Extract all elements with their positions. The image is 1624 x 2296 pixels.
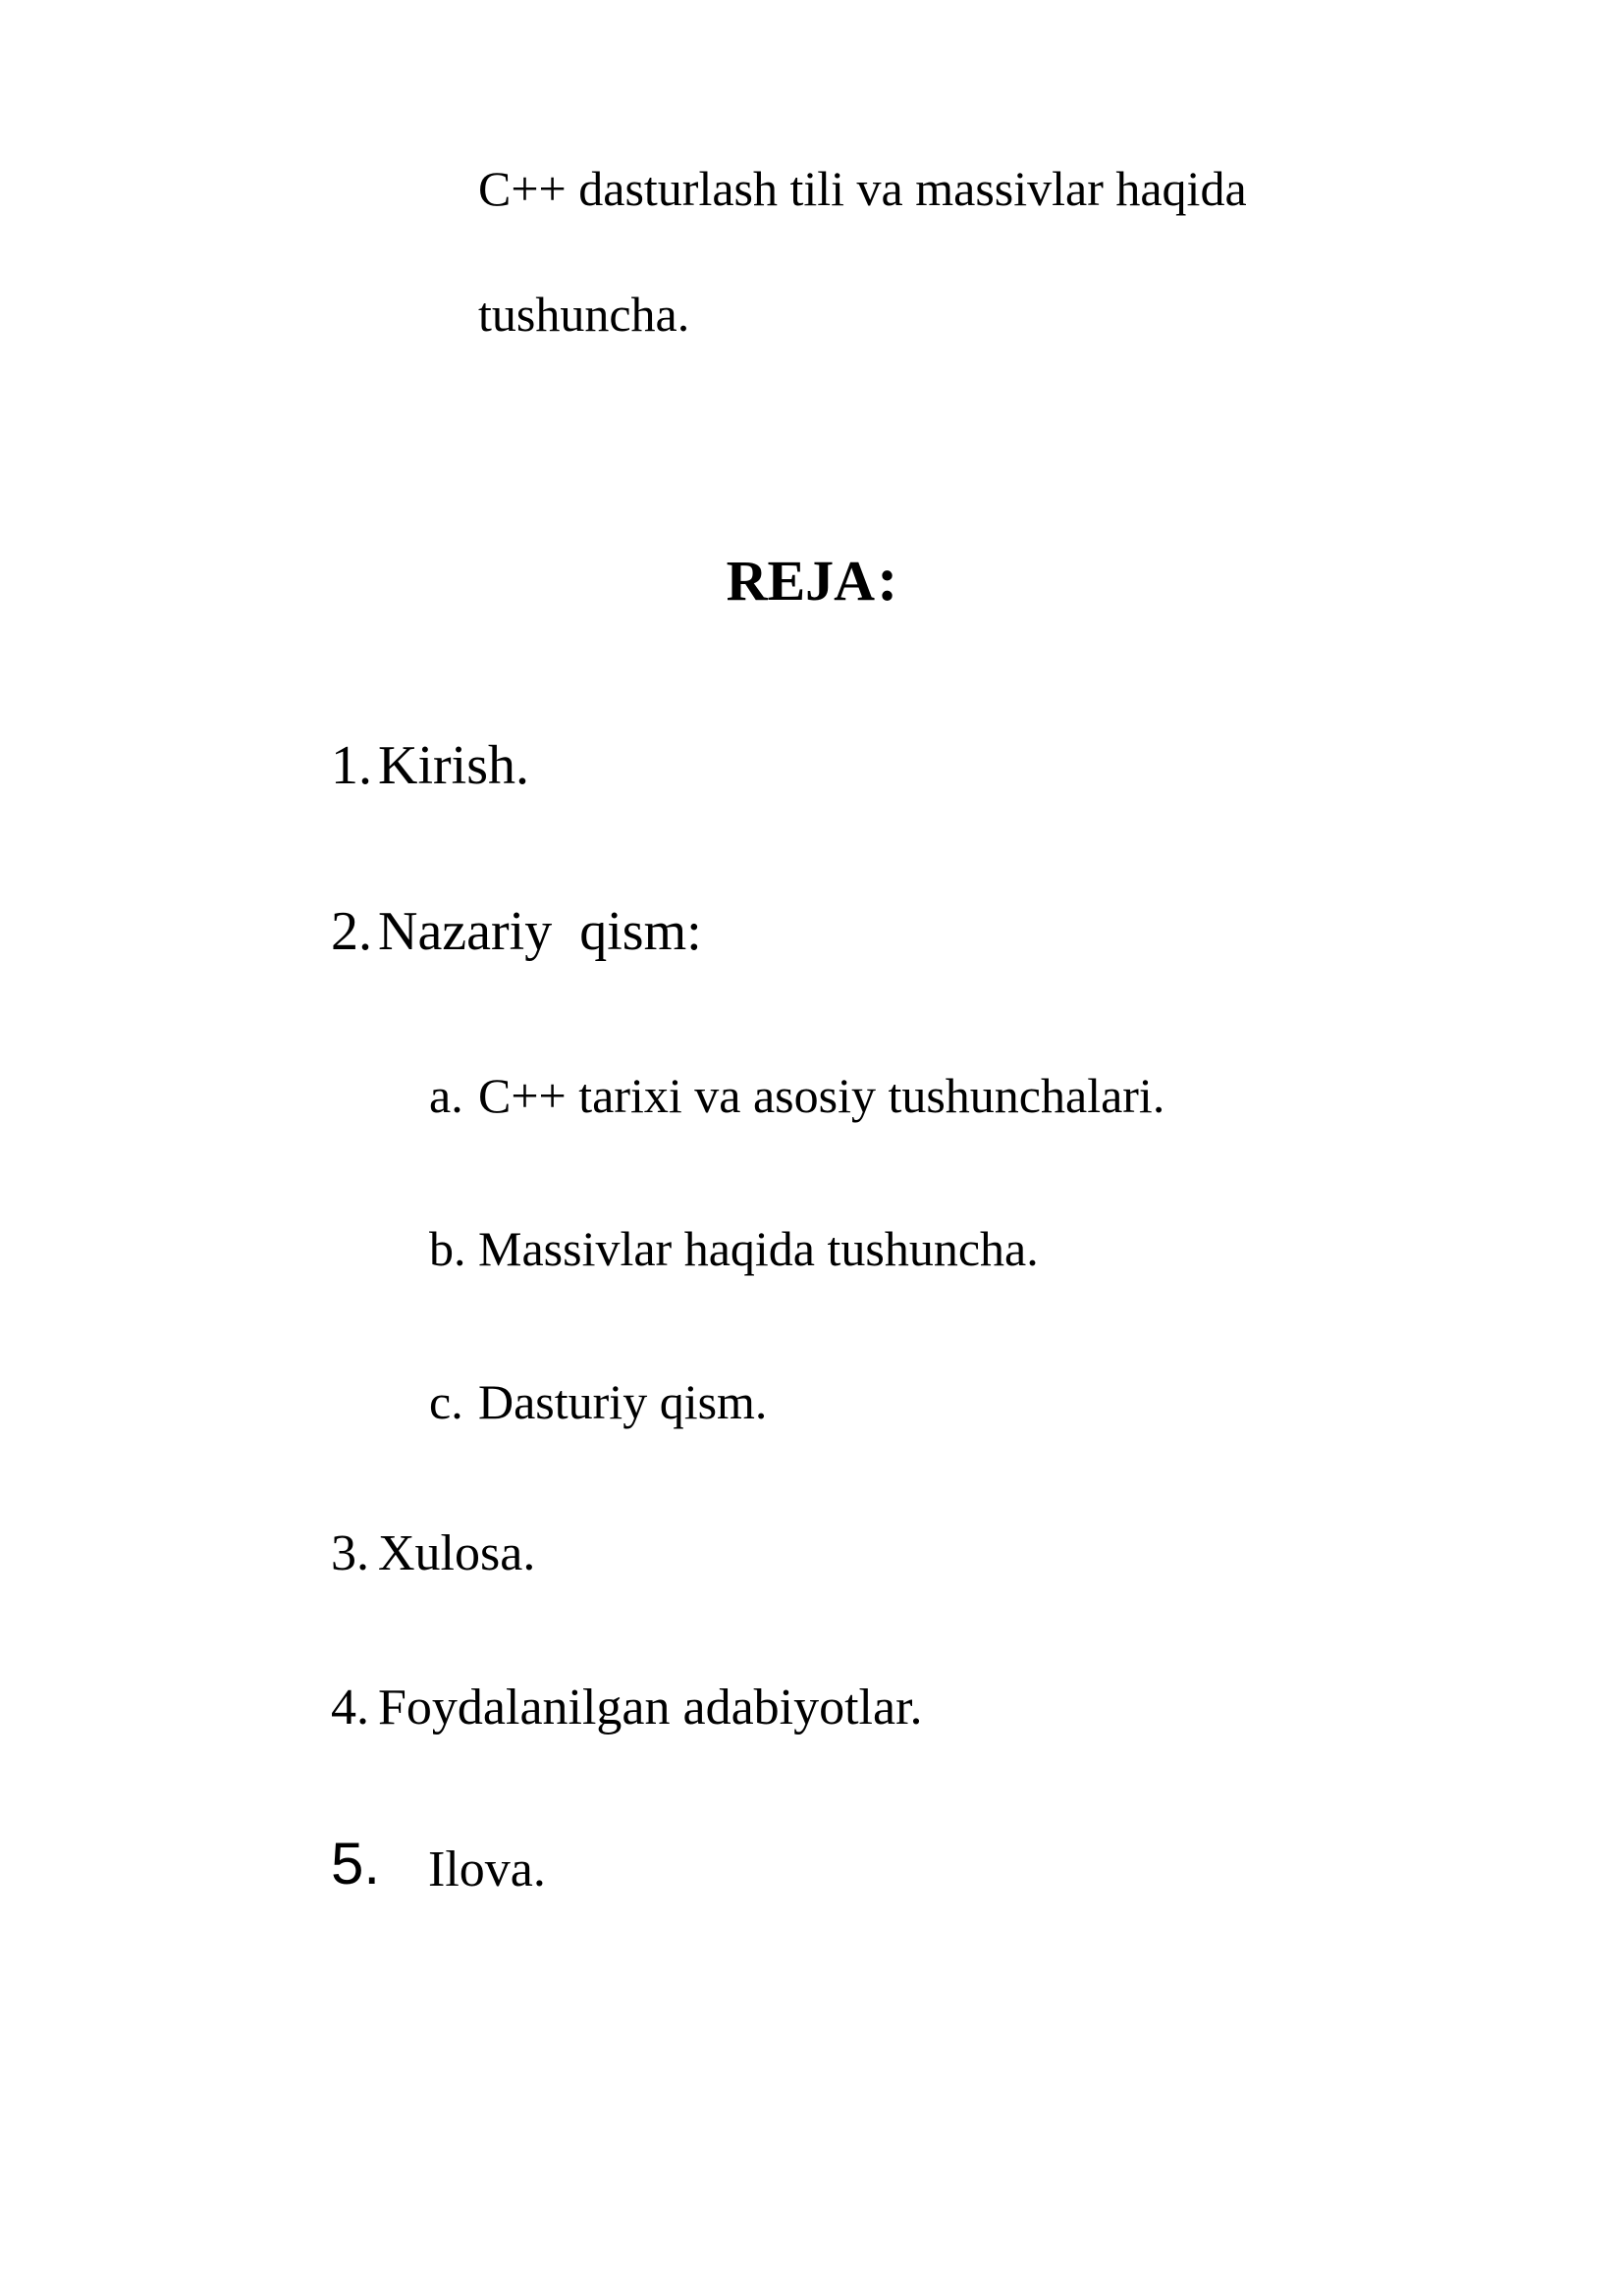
plan-subitem-text: Dasturiy qism. (478, 1374, 768, 1429)
plan-item-text: Nazariy qism: (378, 901, 702, 962)
plan-item-number: 4. (331, 1680, 369, 1735)
plan-item-text: Xulosa. (378, 1525, 536, 1581)
plan-item-number: 3. (331, 1525, 369, 1581)
plan-item-number: 1. (331, 735, 372, 796)
plan-subitem-letter: b. (429, 1221, 466, 1276)
plan-subitem-letter: a. (429, 1068, 463, 1123)
plan-heading-colon: : (877, 544, 898, 614)
plan-item-text: Kirish. (378, 735, 529, 796)
topic-title-line-1: C++ dasturlash tili va massivlar haqida (478, 161, 1247, 216)
plan-heading (0, 544, 1624, 614)
topic-title-line-2: tushuncha. (478, 287, 690, 342)
plan-item-text: Foydalanilgan adabiyotlar. (378, 1680, 923, 1735)
plan-subitem-letter: c. (429, 1374, 463, 1429)
plan-heading-text: REJA (726, 549, 876, 613)
plan-item-text: Ilova. (428, 1842, 546, 1897)
plan-subitem-text: Massivlar haqida tushuncha. (478, 1221, 1039, 1276)
plan-item-number: 2. (331, 901, 372, 962)
plan-subitem-text: C++ tarixi va asosiy tushunchalari. (478, 1068, 1165, 1123)
plan-item-number: 5. (331, 1831, 381, 1896)
